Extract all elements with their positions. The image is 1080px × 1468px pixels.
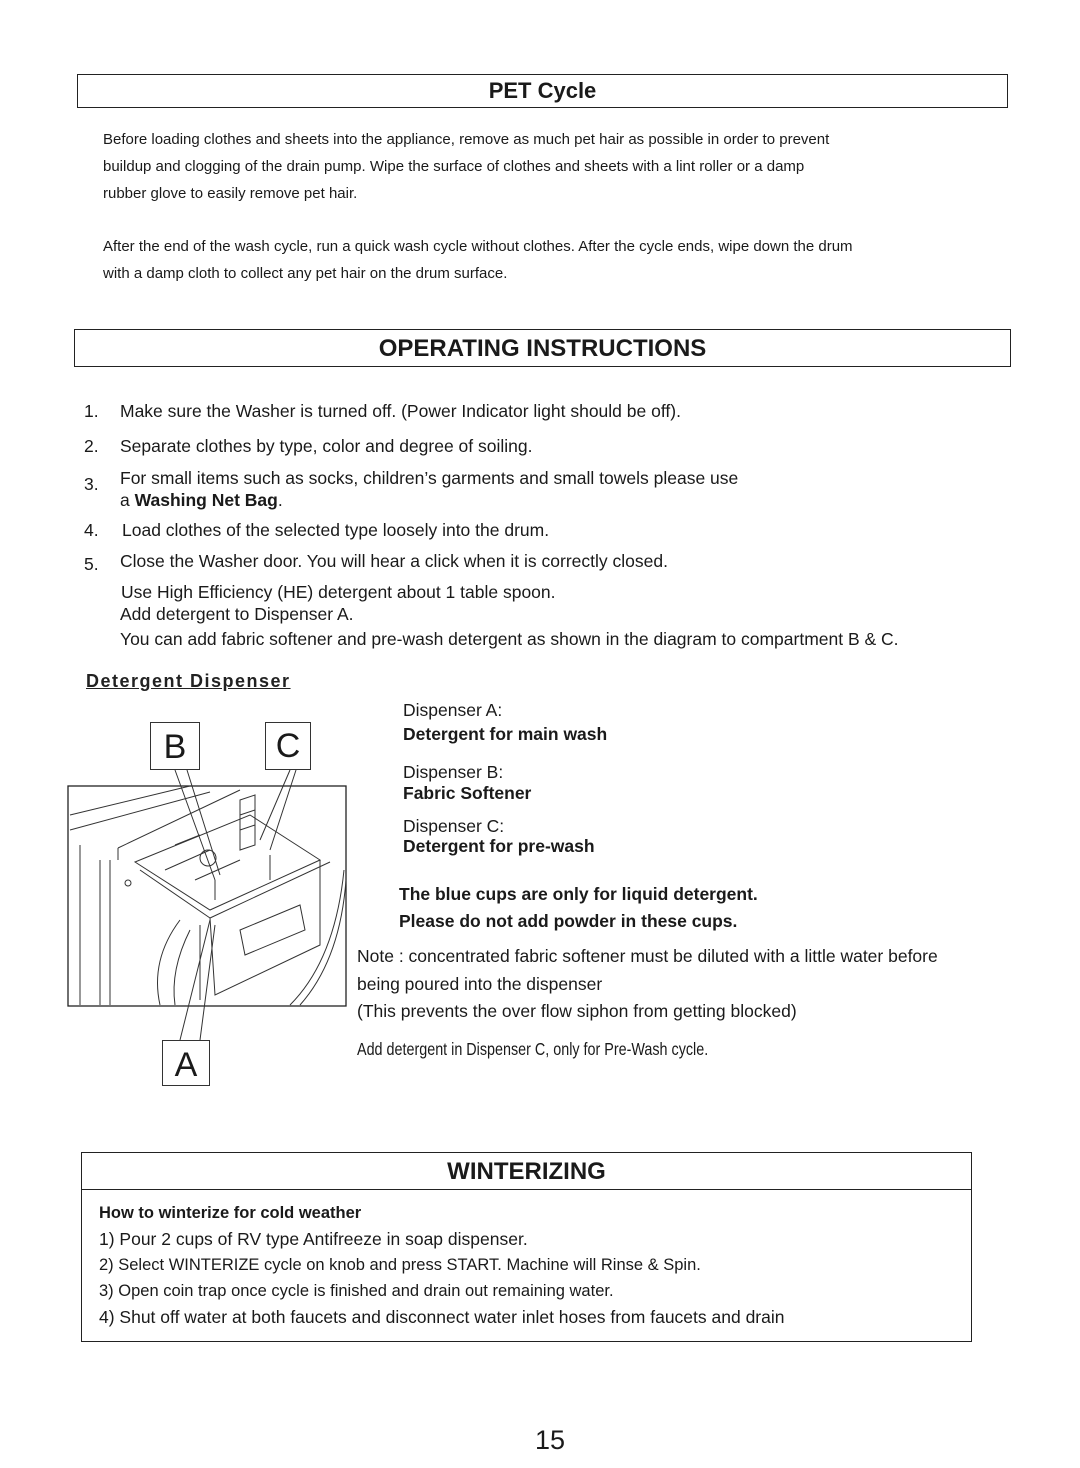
- winterizing-step: 1) Pour 2 cups of RV type Antifreeze in soap dispenser.: [99, 1229, 528, 1249]
- winterizing-box: [81, 1152, 972, 1342]
- dispenser-a-name: Dispenser A:: [403, 700, 503, 720]
- pet-cycle-title: PET Cycle: [488, 78, 597, 103]
- warning-line: The blue cups are only for liquid detergent.: [399, 884, 758, 904]
- label-a: A: [162, 1040, 210, 1086]
- prewash-note: Add detergent in Dispenser C, only for Pre-Wash cycle.: [357, 1039, 709, 1059]
- text-line: buildup and clogging of the drain pump. Wipe the surface of clothes and sheets with a lint roller or a damp: [103, 158, 805, 175]
- note-line: being poured into the dispenser: [357, 974, 603, 994]
- label-b: B: [150, 722, 200, 770]
- dispenser-a-desc: Detergent for main wash: [403, 724, 608, 744]
- text: .: [277, 490, 283, 510]
- text-line: with a damp cloth to collect any pet hair on the drum surface.: [103, 265, 508, 282]
- dispenser-c-name: Dispenser C:: [403, 816, 505, 836]
- step-number: 5.: [84, 554, 99, 574]
- text-line: After the end of the wash cycle, run a quick wash cycle without clothes. After the cycle ends, wipe down the drum: [103, 238, 853, 255]
- note-line: (This prevents the over flow siphon from getting blocked): [357, 1001, 797, 1021]
- winterizing-subtitle: How to winterize for cold weather: [99, 1204, 362, 1222]
- extra-text: Use High Efficiency (HE) detergent about 1 table spoon.: [121, 582, 556, 602]
- extra-text: You can add fabric softener and pre-wash detergent as shown in the diagram to compartment B & C.: [120, 629, 899, 649]
- step-text: Make sure the Washer is turned off. (Power Indicator light should be off).: [120, 401, 681, 421]
- step-number: 4.: [84, 520, 99, 540]
- dispenser-c-desc: Detergent for pre-wash: [403, 836, 595, 856]
- dispenser-b-name: Dispenser B:: [403, 762, 504, 782]
- step-number: 3.: [84, 474, 99, 494]
- operating-instructions-title: OPERATING INSTRUCTIONS: [378, 335, 707, 362]
- winterizing-title: WINTERIZING: [447, 1158, 606, 1185]
- winterizing-step: 2) Select WINTERIZE cycle on knob and press START. Machine will Rinse & Spin.: [99, 1256, 701, 1274]
- label-c: C: [265, 722, 311, 770]
- page-number: 15: [535, 1425, 566, 1455]
- winterizing-header: [82, 1153, 971, 1190]
- detergent-dispenser-heading: Detergent Dispenser: [86, 671, 291, 691]
- step-text: Load clothes of the selected type loosely into the drum.: [122, 520, 550, 540]
- text-line: rubber glove to easily remove pet hair.: [103, 185, 358, 202]
- dispenser-b-desc: Fabric Softener: [403, 783, 532, 803]
- step-number: 1.: [84, 401, 99, 421]
- warning-line: Please do not add powder in these cups.: [399, 911, 738, 931]
- extra-text: Add detergent to Dispenser A.: [120, 604, 354, 624]
- text-line: Before loading clothes and sheets into the appliance, remove as much pet hair as possible in order to prevent: [103, 131, 830, 148]
- washing-net-bag: Washing Net Bag: [134, 490, 278, 510]
- step-text: Close the Washer door. You will hear a click when it is correctly closed.: [120, 551, 668, 571]
- step-number: 2.: [84, 436, 99, 456]
- step-text: For small items such as socks, children’s garments and small towels please use: [120, 468, 739, 488]
- winterizing-step: 4) Shut off water at both faucets and disconnect water inlet hoses from faucets and drain: [99, 1307, 785, 1327]
- note-line: Note : concentrated fabric softener must be diluted with a little water before: [357, 946, 938, 966]
- step-text: Separate clothes by type, color and degree of soiling.: [120, 436, 533, 456]
- winterizing-step: 3) Open coin trap once cycle is finished and drain out remaining water.: [99, 1282, 614, 1300]
- text: a: [120, 490, 135, 510]
